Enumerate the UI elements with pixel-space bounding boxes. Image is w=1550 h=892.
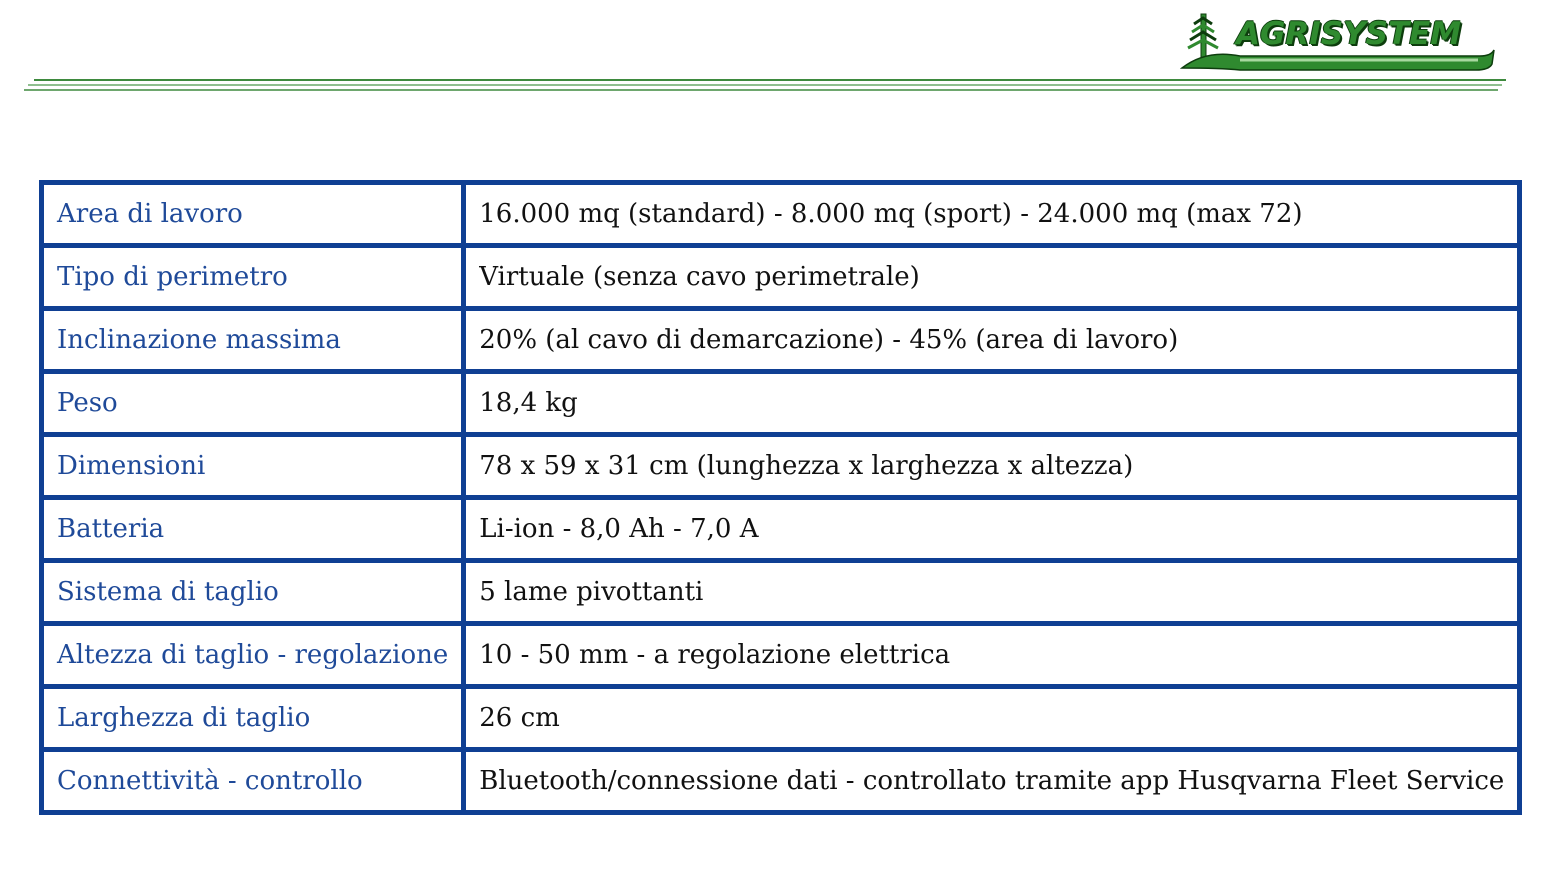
spec-value: Bluetooth/connessione dati - controllato tramite app Husqvarna Fleet Service [464,750,1520,813]
spec-label: Connettività - controllo [42,750,464,813]
spec-table-body [42,183,1520,813]
spec-label: Sistema di taglio [42,561,464,624]
spec-row [42,687,1520,750]
spec-label: Peso [42,372,464,435]
header-divider-lines [24,78,1506,92]
spec-row [42,750,1520,813]
spec-label: Altezza di taglio - regolazione [42,624,464,687]
logo-wordmark: AGRISYSTEM [1236,16,1462,52]
spec-value: 20% (al cavo di demarcazione) - 45% (area di lavoro) [464,309,1520,372]
spec-value: 16.000 mq (standard) - 8.000 mq (sport) - 24.000 mq (max 72) [464,183,1520,246]
spec-label: Area di lavoro [42,183,464,246]
spec-value: Li-ion - 8,0 Ah - 7,0 A [464,498,1520,561]
spec-label: Dimensioni [42,435,464,498]
spec-value: 5 lame pivottanti [464,561,1520,624]
spec-row [42,309,1520,372]
spec-value: 78 x 59 x 31 cm (lunghezza x larghezza x altezza) [464,435,1520,498]
spec-row [42,561,1520,624]
spec-label: Inclinazione massima [42,309,464,372]
spec-row [42,183,1520,246]
spec-row [42,498,1520,561]
spec-value: 18,4 kg [464,372,1520,435]
spec-value: 26 cm [464,687,1520,750]
spec-row [42,435,1520,498]
spec-table [39,180,1522,815]
spec-row [42,246,1520,309]
spec-label: Batteria [42,498,464,561]
spec-value: Virtuale (senza cavo perimetrale) [464,246,1520,309]
spec-value: 10 - 50 mm - a regolazione elettrica [464,624,1520,687]
spec-label: Larghezza di taglio [42,687,464,750]
spec-label: Tipo di perimetro [42,246,464,309]
spec-row [42,624,1520,687]
agrisystem-logo [1180,10,1496,74]
spec-row [42,372,1520,435]
